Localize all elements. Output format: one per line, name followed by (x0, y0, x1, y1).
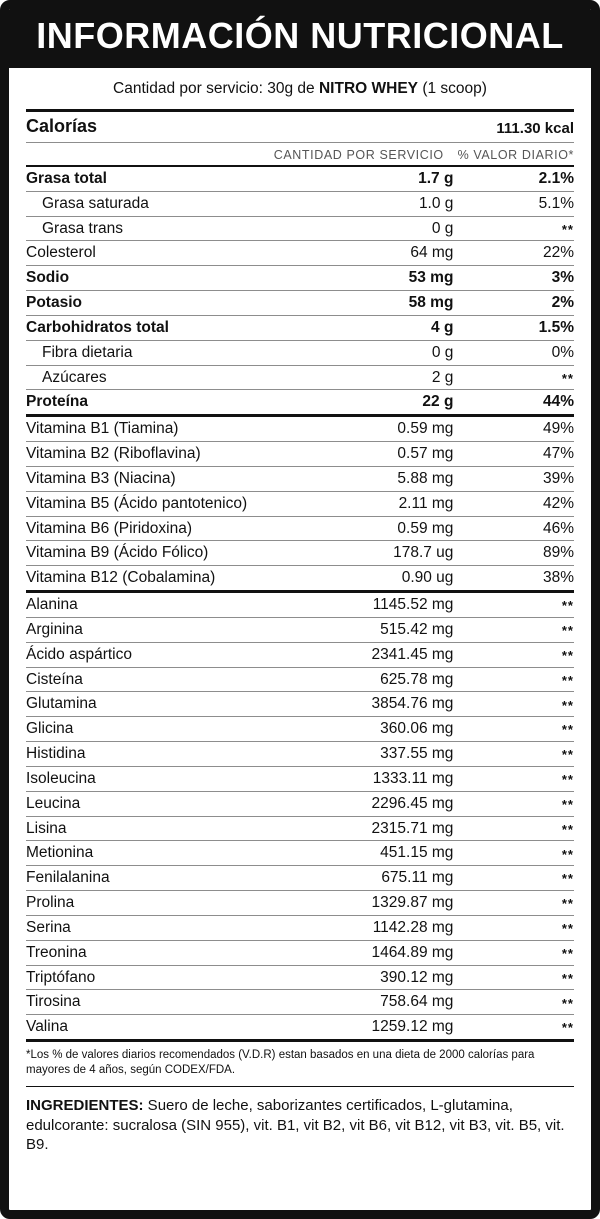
nutrient-daily-value: ** (561, 370, 574, 386)
serving-suffix: (1 scoop) (418, 80, 487, 97)
nutrient-daily-value: 0% (551, 343, 574, 361)
nutrient-daily-value: ** (561, 647, 574, 663)
nutrient-name: Cisteína (26, 670, 83, 688)
nutrient-name: Vitamina B1 (Tiamina) (26, 420, 179, 438)
table-row (26, 541, 574, 566)
table-row (26, 390, 574, 414)
nutrient-amount: 1464.89 mg (371, 943, 454, 961)
nutrient-amount: 0.90 ug (401, 569, 454, 587)
nutrient-name: Grasa trans (42, 219, 123, 237)
nutrient-name: Potasio (26, 294, 82, 312)
nutrient-amount: 1.7 g (418, 170, 454, 187)
ingredients-text: Suero de leche, saborizantes certificados, L-glutamina, edulcorante: sucralosa (SIN 955), vit. B1, vit B2, vit B6, vit B12, vit B3, vit. B5, vit. B9. (26, 1096, 565, 1154)
table-row (26, 516, 574, 541)
table-row (26, 717, 574, 742)
nutrient-daily-value: 5.1% (538, 194, 574, 212)
nutrient-amount: 4 g (431, 318, 454, 336)
nutrient-amount: 1.0 g (418, 194, 454, 212)
nutrient-amount: 0 g (431, 219, 454, 237)
table-row (26, 692, 574, 717)
calories-row (26, 111, 574, 143)
nutrient-daily-value: ** (561, 221, 574, 237)
column-header-daily-value: % VALOR DIARIO* (457, 148, 574, 162)
nutrient-daily-value: 89% (542, 544, 574, 562)
nutrient-amount: 0 g (431, 343, 454, 361)
nutrient-daily-value: ** (561, 896, 574, 912)
table-row (26, 816, 574, 841)
nutrient-daily-value: ** (561, 697, 574, 713)
table-row (26, 617, 574, 642)
nutrient-name: Glutamina (26, 695, 97, 713)
nutrient-name: Leucina (26, 794, 81, 812)
nutrient-daily-value: ** (561, 772, 574, 788)
nutrient-name: Proteína (26, 393, 89, 411)
nutrient-name: Prolina (26, 894, 75, 912)
nutrient-daily-value: 39% (542, 469, 574, 487)
nutrient-name: Tirosina (26, 993, 81, 1011)
label-body (9, 68, 591, 1155)
table-row (26, 191, 574, 216)
table-row (26, 566, 574, 590)
nutrient-amount: 0.59 mg (397, 519, 454, 537)
calories-table (26, 109, 574, 165)
nutrient-name: Vitamina B9 (Ácido Fólico) (26, 544, 209, 562)
nutrient-daily-value: ** (561, 747, 574, 763)
table-row (26, 340, 574, 365)
nutrient-name: Isoleucina (26, 769, 96, 787)
column-header-blank (26, 143, 274, 166)
nutrient-amount: 360.06 mg (380, 720, 454, 738)
nutrient-amount: 3854.76 mg (371, 695, 454, 713)
nutrient-daily-value: ** (561, 945, 574, 961)
nutrient-amount: 1142.28 mg (372, 918, 454, 936)
nutrient-name: Fibra dietaria (42, 343, 133, 361)
nutrient-daily-value: 38% (542, 569, 574, 587)
nutrient-name: Histidina (26, 745, 86, 763)
nutrient-amount: 178.7 ug (393, 544, 454, 562)
calories-value: 111.30 kcal (496, 120, 574, 137)
nutrient-daily-value: ** (561, 722, 574, 738)
nutrient-daily-value: 2% (551, 294, 574, 312)
nutrient-amount: 451.15 mg (380, 844, 454, 862)
table-row (26, 365, 574, 390)
column-headers-row (26, 143, 574, 166)
table-row (26, 642, 574, 667)
nutrient-name: Glicina (26, 720, 74, 738)
nutrient-name: Sodio (26, 269, 70, 287)
nutrient-amount: 53 mg (408, 269, 454, 287)
nutrient-name: Lisina (26, 819, 67, 837)
table-row (26, 766, 574, 791)
calories-label: Calorías (26, 116, 98, 136)
nutrient-amount: 2296.45 mg (371, 794, 454, 812)
nutrient-amount: 390.12 mg (380, 968, 454, 986)
nutrient-name: Serina (26, 918, 71, 936)
serving-product-name: NITRO WHEY (318, 80, 419, 97)
table-row (26, 416, 574, 442)
nutrient-daily-value: 46% (542, 519, 574, 537)
table-row (26, 291, 574, 316)
nutrient-name: Grasa total (26, 170, 107, 187)
table-row (26, 466, 574, 491)
nutrient-daily-value: ** (561, 672, 574, 688)
nutrient-amount: 337.55 mg (380, 745, 454, 763)
nutrient-name: Vitamina B2 (Riboflavina) (26, 445, 201, 463)
nutrient-name: Triptófano (26, 968, 96, 986)
nutrient-daily-value: ** (561, 871, 574, 887)
nutrient-amount: 675.11 mg (381, 869, 454, 887)
ingredients-block (26, 1087, 574, 1155)
table-row (26, 266, 574, 291)
table-row (26, 241, 574, 266)
vitamins-table (26, 414, 574, 590)
nutrient-daily-value: ** (561, 1020, 574, 1036)
nutrient-daily-value: ** (561, 846, 574, 862)
nutrient-daily-value: 44% (542, 393, 574, 411)
nutrient-daily-value: 3% (551, 269, 574, 287)
calories-spacer (274, 111, 454, 143)
nutrient-daily-value: ** (561, 796, 574, 812)
nutrient-amount: 58 mg (408, 294, 454, 312)
table-row (26, 891, 574, 916)
nutrient-name: Grasa saturada (42, 194, 149, 212)
nutrient-daily-value: 49% (542, 420, 574, 438)
table-row (26, 965, 574, 990)
nutrient-daily-value: ** (561, 970, 574, 986)
nutrient-amount: 2.11 mg (398, 494, 454, 512)
nutrient-daily-value: ** (561, 623, 574, 639)
table-row (26, 742, 574, 767)
column-header-amount: CANTIDAD POR SERVICIO (273, 148, 444, 162)
nutrient-name: Valina (26, 1018, 68, 1036)
nutrient-name: Carbohidratos total (26, 318, 169, 336)
nutrient-name: Vitamina B5 (Ácido pantotenico) (26, 494, 248, 512)
table-row (26, 491, 574, 516)
table-row (26, 940, 574, 965)
table-row (26, 1015, 574, 1039)
nutrient-name: Vitamina B3 (Niacina) (26, 469, 176, 487)
nutrient-amount: 625.78 mg (380, 670, 454, 688)
nutrient-daily-value: ** (561, 921, 574, 937)
footnote-text: *Los % de valores diarios recomendados (V.D.R) estan basados en una dieta de 2000 calorías para mayores de 4 años, según CODEX/FDA. (26, 1048, 535, 1076)
nutrient-daily-value: 1.5% (538, 318, 574, 336)
table-row (26, 166, 574, 191)
nutrient-amount: 5.88 mg (397, 469, 454, 487)
nutrient-daily-value: 42% (542, 494, 574, 512)
table-row (26, 915, 574, 940)
table-row (26, 592, 574, 618)
table-row (26, 442, 574, 467)
macronutrients-table (26, 165, 574, 414)
nutrient-amount: 1333.11 mg (372, 769, 454, 787)
nutrient-name: Arginina (26, 620, 83, 638)
page-title: INFORMACIÓN NUTRICIONAL (36, 15, 564, 56)
nutrient-name: Vitamina B12 (Cobalamina) (26, 569, 216, 587)
table-row (26, 990, 574, 1015)
nutrient-amount: 1259.12 mg (371, 1018, 454, 1036)
nutrient-name: Azúcares (42, 368, 107, 386)
table-row (26, 315, 574, 340)
table-row (26, 216, 574, 241)
nutrient-daily-value: 22% (542, 244, 574, 262)
nutrient-amount: 515.42 mg (380, 620, 454, 638)
nutrient-name: Treonina (26, 943, 87, 961)
nutrient-name: Ácido aspártico (26, 645, 132, 663)
nutrient-daily-value: 2.1% (538, 170, 574, 187)
nutrient-daily-value: ** (561, 598, 574, 614)
serving-prefix: Cantidad por servicio: 30g de (113, 80, 319, 97)
nutrient-name: Fenilalanina (26, 869, 110, 887)
nutrient-amount: 1329.87 mg (371, 894, 454, 912)
ingredients-label: INGREDIENTES: (26, 1096, 144, 1114)
table-row (26, 841, 574, 866)
table-row (26, 667, 574, 692)
nutrient-amount: 2341.45 mg (371, 645, 454, 663)
nutrient-name: Metionina (26, 844, 94, 862)
nutrient-amount: 1145.52 mg (372, 596, 454, 614)
nutrient-amount: 2315.71 mg (371, 819, 454, 837)
nutrient-amount: 22 g (422, 393, 454, 411)
nutrient-amount: 0.57 mg (397, 445, 454, 463)
nutrient-name: Colesterol (26, 244, 96, 262)
serving-size-line (26, 68, 574, 109)
nutrient-daily-value: ** (561, 821, 574, 837)
nutrient-amount: 0.59 mg (397, 420, 454, 438)
aminoacids-table (26, 590, 574, 1039)
nutrient-amount: 64 mg (410, 244, 454, 262)
nutrient-daily-value: 47% (542, 445, 574, 463)
table-row (26, 791, 574, 816)
nutrient-name: Alanina (26, 596, 78, 614)
label-title-bar (9, 9, 591, 68)
nutrient-name: Vitamina B6 (Piridoxina) (26, 519, 192, 537)
nutrient-amount: 2 g (431, 368, 454, 386)
table-row (26, 866, 574, 891)
nutrient-daily-value: ** (561, 995, 574, 1011)
nutrient-amount: 758.64 mg (380, 993, 454, 1011)
